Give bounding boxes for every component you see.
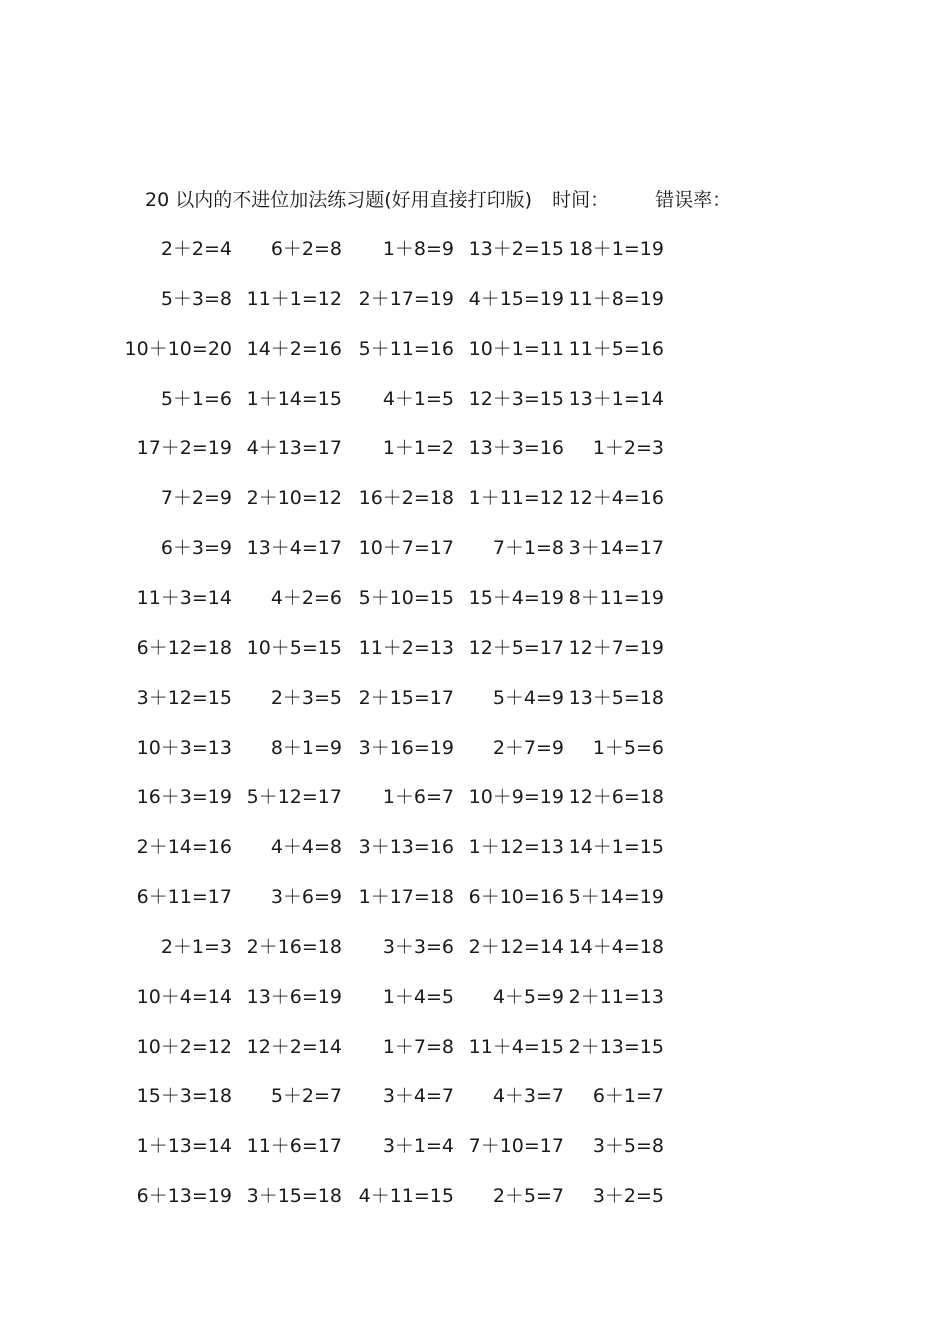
problem-row (0, 285, 950, 313)
addition-problem: 2＋14=16 (136, 836, 232, 859)
problem-row (0, 335, 950, 363)
addition-problem: 3＋2=5 (592, 1185, 664, 1208)
addition-problem: 6＋10=16 (468, 886, 564, 909)
addition-problem: 4＋15=19 (468, 287, 564, 310)
addition-problem: 10＋9=19 (468, 786, 564, 809)
addition-problem: 6＋13=19 (136, 1185, 232, 1208)
addition-problem: 17＋2=19 (136, 437, 232, 460)
addition-problem: 4＋13=17 (246, 437, 342, 460)
addition-problem: 3＋6=9 (270, 886, 342, 909)
addition-problem: 12＋5=17 (468, 636, 564, 659)
addition-problem: 1＋1=2 (382, 437, 454, 460)
addition-problem: 10＋2=12 (136, 1035, 232, 1058)
addition-problem: 6＋11=17 (136, 886, 232, 909)
addition-problem: 7＋1=8 (492, 537, 564, 560)
problem-row (0, 1033, 950, 1061)
time-label: 时间： (552, 189, 610, 211)
addition-problem: 11＋4=15 (468, 1035, 564, 1058)
addition-problem: 2＋11=13 (568, 985, 664, 1008)
addition-problem: 11＋8=19 (568, 287, 664, 310)
addition-problem: 1＋17=18 (358, 886, 454, 909)
addition-problem: 11＋6=17 (246, 1135, 342, 1158)
problem-row (0, 1082, 950, 1110)
addition-problem: 1＋2=3 (592, 437, 664, 460)
addition-problem: 1＋6=7 (382, 786, 454, 809)
addition-problem: 2＋7=9 (492, 736, 564, 759)
addition-problem: 15＋4=19 (468, 586, 564, 609)
addition-problem: 16＋3=19 (136, 786, 232, 809)
problem-row (0, 883, 950, 911)
addition-problem: 3＋1=4 (382, 1135, 454, 1158)
addition-problem: 2＋2=4 (160, 238, 232, 260)
addition-problem: 5＋10=15 (358, 586, 454, 609)
problem-row (0, 484, 950, 512)
addition-problem: 1＋13=14 (136, 1135, 232, 1158)
addition-problem: 1＋4=5 (382, 985, 454, 1008)
addition-problem: 14＋2=16 (246, 337, 342, 360)
problem-row (0, 584, 950, 612)
problem-row (0, 634, 950, 662)
addition-problem: 8＋11=19 (568, 586, 664, 609)
addition-problem: 7＋2=9 (160, 487, 232, 510)
addition-problem: 18＋1=19 (568, 238, 664, 260)
addition-problem: 12＋3=15 (468, 387, 564, 410)
addition-problem: 10＋4=14 (136, 985, 232, 1008)
addition-problem: 3＋16=19 (358, 736, 454, 759)
addition-problem: 6＋1=7 (592, 1085, 664, 1108)
addition-problem: 5＋11=16 (358, 337, 454, 360)
addition-problem: 3＋13=16 (358, 836, 454, 859)
addition-problem: 16＋2=18 (358, 487, 454, 510)
addition-problem: 13＋6=19 (246, 985, 342, 1008)
addition-problem: 13＋2=15 (468, 238, 564, 260)
addition-problem: 3＋4=7 (382, 1085, 454, 1108)
addition-problem: 4＋3=7 (492, 1085, 564, 1108)
addition-problem: 2＋16=18 (246, 935, 342, 958)
addition-problem: 4＋11=15 (358, 1185, 454, 1208)
worksheet-title: 20 以内的不进位加法练习题(好用直接打印版) (145, 189, 533, 211)
addition-problem: 7＋10=17 (468, 1135, 564, 1158)
addition-problem: 13＋5=18 (568, 686, 664, 709)
addition-problem: 1＋12=13 (468, 836, 564, 859)
addition-problem: 10＋3=13 (136, 736, 232, 759)
addition-problem: 1＋11=12 (468, 487, 564, 510)
problem-row (0, 1182, 950, 1210)
addition-problem: 8＋1=9 (270, 736, 342, 759)
addition-problem: 14＋1=15 (568, 836, 664, 859)
addition-problem: 2＋5=7 (492, 1185, 564, 1208)
addition-problem: 10＋7=17 (358, 537, 454, 560)
problem-row (0, 783, 950, 811)
addition-problem: 5＋3=8 (160, 287, 232, 310)
addition-problem: 6＋2=8 (270, 238, 342, 260)
addition-problem: 11＋1=12 (246, 287, 342, 310)
addition-problem: 1＋14=15 (246, 387, 342, 410)
addition-problem: 13＋3=16 (468, 437, 564, 460)
worksheet-header (145, 186, 731, 214)
addition-problem: 2＋1=3 (160, 935, 232, 958)
addition-problem: 1＋5=6 (592, 736, 664, 759)
addition-problem: 12＋7=19 (568, 636, 664, 659)
error-rate-label: 错误率： (655, 189, 732, 211)
addition-problem: 12＋4=16 (568, 487, 664, 510)
addition-problem: 1＋7=8 (382, 1035, 454, 1058)
addition-problem: 2＋10=12 (246, 487, 342, 510)
addition-problem: 12＋6=18 (568, 786, 664, 809)
addition-problem: 14＋4=18 (568, 935, 664, 958)
addition-problem: 3＋14=17 (568, 537, 664, 560)
addition-problem: 6＋3=9 (160, 537, 232, 560)
problem-row (0, 434, 950, 462)
addition-problem: 3＋12=15 (136, 686, 232, 709)
addition-problem: 4＋2=6 (270, 586, 342, 609)
addition-problem: 11＋5=16 (568, 337, 664, 360)
addition-problem: 4＋4=8 (270, 836, 342, 859)
problem-row (0, 833, 950, 861)
problem-row (0, 684, 950, 712)
addition-problem: 5＋12=17 (246, 786, 342, 809)
problem-row (0, 385, 950, 413)
addition-problem: 5＋1=6 (160, 387, 232, 410)
problem-row (0, 534, 950, 562)
addition-problem: 10＋10=20 (124, 337, 232, 360)
addition-problem: 11＋3=14 (136, 586, 232, 609)
addition-problem: 11＋2=13 (358, 636, 454, 659)
problem-row (0, 1132, 950, 1160)
problem-row (0, 235, 950, 263)
addition-problem: 10＋1=11 (468, 337, 564, 360)
addition-problem: 5＋14=19 (568, 886, 664, 909)
addition-problem: 1＋8=9 (382, 238, 454, 260)
addition-problem: 3＋5=8 (592, 1135, 664, 1158)
addition-problem: 3＋15=18 (246, 1185, 342, 1208)
addition-problem: 4＋1=5 (382, 387, 454, 410)
addition-problem: 5＋2=7 (270, 1085, 342, 1108)
addition-problem: 2＋12=14 (468, 935, 564, 958)
addition-problem: 13＋4=17 (246, 537, 342, 560)
addition-problem: 5＋4=9 (492, 686, 564, 709)
problem-row (0, 933, 950, 961)
addition-problem: 3＋3=6 (382, 935, 454, 958)
addition-problem: 15＋3=18 (136, 1085, 232, 1108)
addition-problem: 2＋15=17 (358, 686, 454, 709)
addition-problem: 4＋5=9 (492, 985, 564, 1008)
problem-row (0, 983, 950, 1011)
problem-row (0, 734, 950, 762)
addition-problem: 6＋12=18 (136, 636, 232, 659)
addition-problem: 2＋3=5 (270, 686, 342, 709)
addition-problem: 2＋13=15 (568, 1035, 664, 1058)
addition-problem: 2＋17=19 (358, 287, 454, 310)
addition-problem: 12＋2=14 (246, 1035, 342, 1058)
addition-problem: 10＋5=15 (246, 636, 342, 659)
addition-problem: 13＋1=14 (568, 387, 664, 410)
